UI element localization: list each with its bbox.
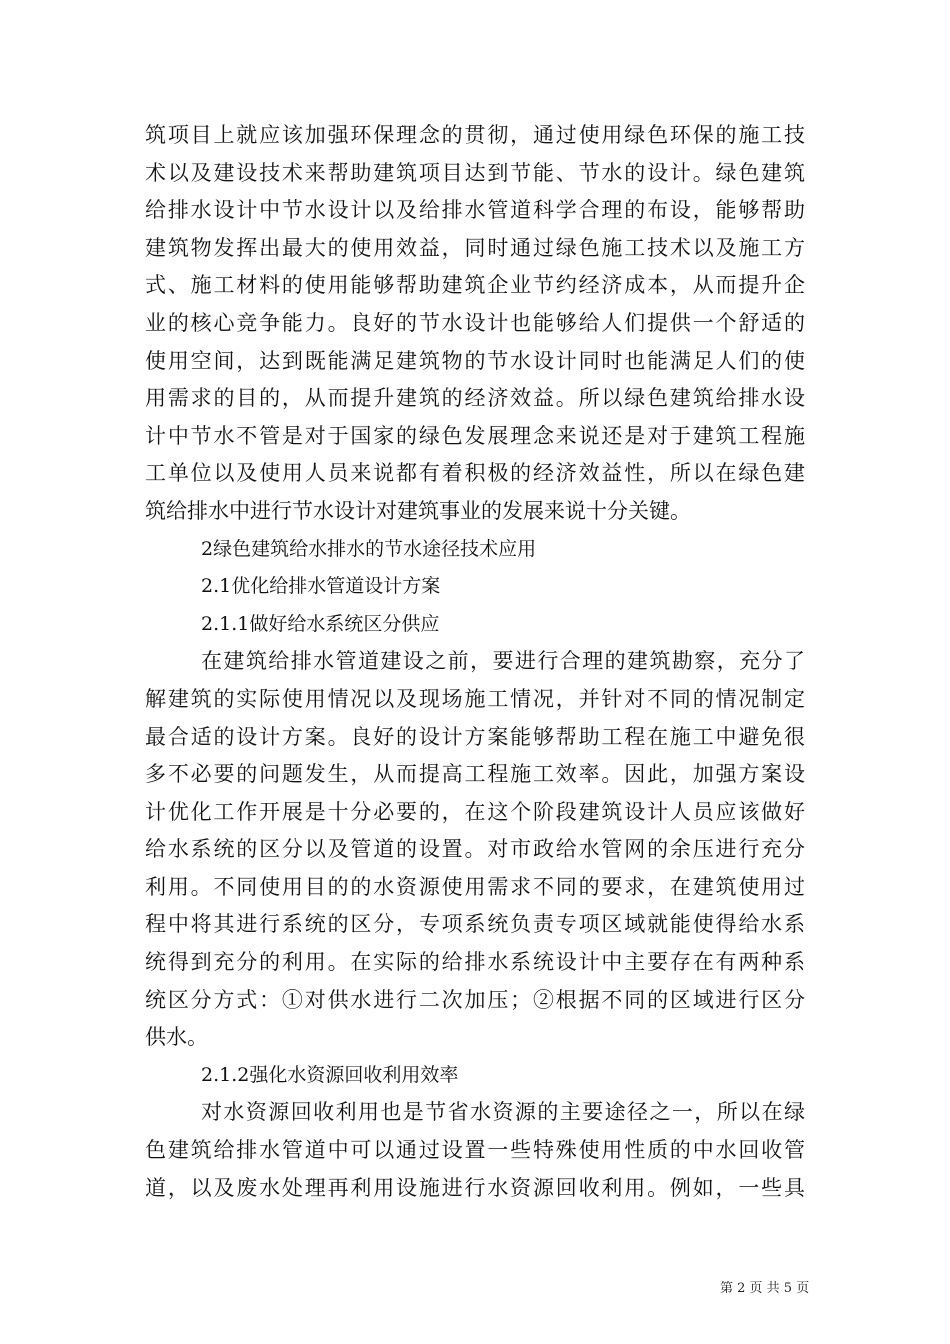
- text-line: 多不必要的问题发生，从而提高工程施工效率。因此，加强方案设: [145, 762, 805, 787]
- text-line: 统得到充分的利用。在实际的给排水系统设计中主要存在有两种系: [145, 950, 805, 975]
- text-line: 解建筑的实际使用情况以及现场施工情况，并针对不同的情况制定: [145, 686, 805, 711]
- section-heading: 2绿色建筑给水排水的节水途径技术应用: [201, 537, 537, 560]
- text-line: 色建筑给排水管道中可以通过设置一些特殊使用性质的中水回收管: [145, 1138, 805, 1163]
- text-line: 供水。: [145, 1025, 208, 1050]
- text-line: 筑给排水中进行节水设计对建筑事业的发展来说十分关键。: [145, 498, 691, 523]
- text-line: 筑项目上就应该加强环保理念的贯彻，通过使用绿色环保的施工技: [145, 123, 805, 147]
- text-line: 在建筑给排水管道建设之前，要进行合理的建筑勘察，充分了: [201, 649, 805, 674]
- text-line: 对水资源回收利用也是节省水资源的主要途径之一，所以在绿: [201, 1100, 805, 1125]
- text-line: 业的核心竞争能力。良好的节水设计也能够给人们提供一个舒适的: [145, 310, 805, 335]
- text-line: 利用。不同使用目的的水资源使用需求不同的要求，在建筑使用过: [145, 874, 805, 899]
- text-line: 给排水设计中节水设计以及给排水管道科学合理的布设，能够帮助: [145, 198, 805, 223]
- text-line: 建筑物发挥出最大的使用效益，同时通过绿色施工技术以及施工方: [145, 235, 805, 260]
- text-line: 最合适的设计方案。良好的设计方案能够帮助工程在施工中避免很: [145, 724, 805, 749]
- text-line: 术以及建设技术来帮助建筑项目达到节能、节水的设计。绿色建筑: [145, 160, 805, 185]
- subsubsection-heading: 2.1.2强化水资源回收利用效率: [201, 1063, 459, 1086]
- text-line: 统区分方式：①对供水进行二次加压；②根据不同的区域进行区分: [145, 987, 805, 1012]
- subsection-heading: 2.1优化给排水管道设计方案: [201, 575, 441, 598]
- text-line: 给水系统的区分以及管道的设置。对市政给水管网的余压进行充分: [145, 837, 805, 862]
- text-line: 计优化工作开展是十分必要的，在这个阶段建筑设计人员应该做好: [145, 799, 805, 824]
- paragraph-1: [145, 117, 805, 531]
- text-line: 用需求的目的，从而提升建筑的经济效益。所以绿色建筑给排水设: [145, 386, 805, 411]
- subsubsection-heading: 2.1.1做好给水系统区分供应: [201, 612, 440, 635]
- page-number-footer: 第 2 页 共 5 页: [720, 1281, 810, 1296]
- paragraph-3: [145, 1094, 805, 1207]
- text-line: 道，以及废水处理再利用设施进行水资源回收利用。例如，一些具: [145, 1175, 805, 1200]
- paragraph-2: [145, 643, 805, 1057]
- text-line: 计中节水不管是对于国家的绿色发展理念来说还是对于建筑工程施: [145, 423, 805, 448]
- text-line: 式、施工材料的使用能够帮助建筑企业节约经济成本，从而提升企: [145, 273, 805, 298]
- text-line: 使用空间，达到既能满足建筑物的节水设计同时也能满足人们的使: [145, 348, 805, 373]
- text-line: 工单位以及使用人员来说都有着积极的经济效益性，所以在绿色建: [145, 461, 805, 486]
- text-line: 程中将其进行系统的区分，专项系统负责专项区域就能使得给水系: [145, 912, 805, 937]
- document-body: [145, 117, 805, 1207]
